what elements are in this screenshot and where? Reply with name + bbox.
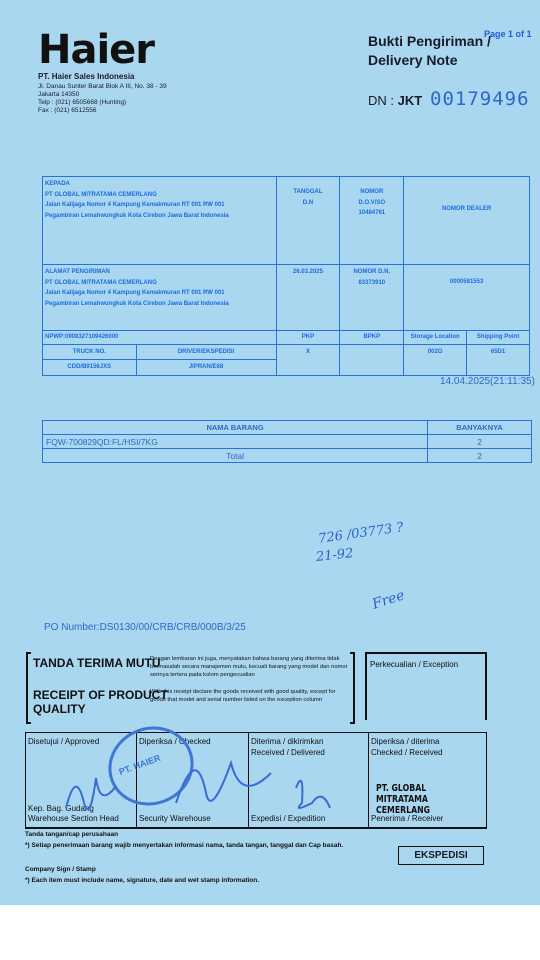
checked-role: Security Warehouse bbox=[139, 814, 211, 823]
dn-number: 00179496 bbox=[430, 88, 530, 110]
approved-role-2: Warehouse Section Head bbox=[28, 814, 119, 823]
bracket-left bbox=[26, 652, 31, 724]
total-qty: 2 bbox=[428, 449, 532, 463]
footer-note-en: *) Each item must include name, signature, date and wet stamp information. bbox=[25, 877, 260, 884]
company-name: PT. Haier Sales Indonesia bbox=[38, 72, 135, 81]
receipt-title-id: TANDA TERIMA MUTU bbox=[33, 656, 161, 670]
nomor-cell bbox=[340, 177, 404, 265]
dealer-number: 0000581553 bbox=[449, 279, 484, 285]
tanggal-cell bbox=[276, 177, 340, 265]
bpkp-label: BPKP bbox=[340, 331, 403, 345]
handwritten-note-1: 726 /03773 ? bbox=[317, 520, 405, 547]
col-banyaknya: BANYAKNYA bbox=[428, 421, 532, 435]
footer-sign-en: Company Sign / Stamp bbox=[25, 866, 96, 873]
pkp-cell bbox=[276, 331, 340, 376]
date-value-cell bbox=[276, 265, 340, 331]
receipt-title-en-2: QUALITY bbox=[33, 702, 86, 716]
haier-logo: Haier bbox=[38, 27, 155, 73]
bracket-right bbox=[350, 652, 355, 724]
alamat-address-2: Pegambiran Lemahwungkuk Kota Cirebon Jawa Barat Indonesia bbox=[45, 300, 229, 307]
shipping-cell bbox=[467, 331, 530, 376]
alamat-label: ALAMAT PENGIRIMAN bbox=[45, 269, 110, 275]
page-indicator: Page 1 of 1 bbox=[484, 29, 532, 39]
dn-prefix: DN : bbox=[368, 93, 394, 108]
kepada-address-2: Pegambiran Lemahwungkuk Kota Cirebon Jawa Barat Indonesia bbox=[45, 212, 229, 219]
nomor-sub: D.O.V/SO bbox=[358, 199, 386, 206]
total-label: Total bbox=[43, 449, 428, 463]
nomor-dn-cell bbox=[340, 265, 404, 331]
dn-date: 26.03.2025 bbox=[292, 269, 323, 275]
delivered-role: Expedisi / Expedition bbox=[251, 814, 326, 823]
exception-box bbox=[365, 652, 487, 720]
receipt-title-en-1: RECEIPT OF PRODUCT bbox=[33, 688, 168, 702]
nomor-dn-label: NOMOR D.N. bbox=[353, 269, 391, 275]
shipping-value: 65D1 bbox=[490, 348, 506, 355]
truck-number: CDD/B9156JXS bbox=[43, 360, 136, 375]
driver-label: DRIVER/EKSPEDISI bbox=[136, 345, 276, 360]
storage-cell bbox=[404, 331, 467, 376]
receiver-company-stamp: PT. GLOBAL MITRATAMA CEMERLANG bbox=[376, 783, 431, 816]
document-title bbox=[368, 32, 491, 70]
truck-label: TRUCK NO. bbox=[43, 345, 136, 360]
bpkp-cell bbox=[340, 331, 404, 376]
sig-divider-3 bbox=[368, 733, 369, 827]
title-line-1: Bukti Pengiriman / bbox=[368, 33, 491, 49]
approved-role-1: Kep. Bag. Gudang bbox=[28, 804, 94, 813]
pkp-label: PKP bbox=[277, 331, 340, 345]
driver-name: JIPRAN/E68 bbox=[188, 364, 224, 370]
fax-line: Fax : (021) 6512556 bbox=[38, 107, 97, 114]
receipt-desc-id: Dengan lembaran ini juga, menyatakan bahwa barang yang diterima tidak bermasalah secara manajemen mutu, kecuali barang yang model dan nomor serinya tertera pada kolom pengecualian bbox=[150, 656, 348, 678]
telp-line: Telp : (021) 6505668 (Hunting) bbox=[38, 99, 127, 106]
approved-label: Disetujui / Approved bbox=[28, 737, 100, 746]
exception-label: Perkecualian / Exception bbox=[370, 660, 459, 669]
alamat-cell bbox=[43, 265, 277, 331]
nomor-label: NOMOR bbox=[360, 189, 384, 195]
kepada-address-1: Jalan Kalijaga Nomor 4 Kampung Kemakmuran RT 001 RW 001 bbox=[45, 202, 225, 208]
storage-value: 002G bbox=[427, 348, 443, 355]
title-line-2: Delivery Note bbox=[368, 52, 458, 68]
alamat-address-1: Jalan Kalijaga Nomor 4 Kampung Kemakmuran RT 001 RW 001 bbox=[45, 290, 225, 296]
checked-label: Diperiksa / Checked bbox=[139, 737, 211, 746]
col-nama-barang: NAMA BARANG bbox=[43, 421, 428, 435]
nomor-dn-value: 83373910 bbox=[358, 279, 386, 286]
address-line-1: Jl. Danau Sunter Barat Blok A III, No. 38 - 39 bbox=[38, 83, 167, 90]
alamat-name: PT GLOBAL MITRATAMA CEMERLANG bbox=[45, 279, 157, 286]
printed-datetime: 14.04.2025(21:11:35) bbox=[440, 376, 535, 387]
receipt-title-en bbox=[33, 688, 168, 716]
footer-sign-id: Tanda tangan/cap perusahaan bbox=[25, 831, 119, 838]
kepada-label: KEPADA bbox=[45, 181, 70, 187]
dealer-value-cell bbox=[404, 265, 530, 331]
truck-table bbox=[43, 345, 276, 375]
received-role: Penerima / Receiver bbox=[371, 814, 444, 823]
signature-scribbles bbox=[46, 748, 346, 828]
kepada-name: PT GLOBAL MITRATAMA CEMERLANG bbox=[45, 191, 157, 198]
nomor-value: 10484761 bbox=[358, 210, 386, 216]
item-qty: 2 bbox=[428, 435, 532, 449]
received-label-2: Checked / Received bbox=[371, 748, 443, 757]
po-number: PO Number:DS0130/00/CRB/CRB/000B/3/25 bbox=[44, 622, 246, 633]
dealer-cell bbox=[404, 177, 530, 265]
received-label-1: Diperiksa / diterima bbox=[371, 737, 440, 746]
dealer-label: NOMOR DEALER bbox=[441, 206, 492, 212]
receipt-desc-en: With this receipt declare the goods received with good quality, except for goods that model and serial number listed on the exception column bbox=[150, 689, 336, 703]
handwritten-note-2: 21-92 bbox=[315, 546, 355, 565]
kepada-cell bbox=[43, 177, 277, 265]
handwritten-signature: Free bbox=[370, 587, 407, 613]
pkp-value: X bbox=[305, 348, 310, 355]
stamp-text: PT. HAIER bbox=[117, 752, 162, 777]
shipping-label: Shipping Point bbox=[467, 331, 529, 345]
tanggal-label: TANGGAL bbox=[293, 189, 323, 195]
npwp-value: NPWP:0908327109426000 bbox=[43, 331, 276, 345]
signature-box bbox=[25, 732, 487, 829]
delivered-label-2: Received / Delivered bbox=[251, 748, 325, 757]
footer-note-id: *) Setiap penerimaan barang wajib menyertakan informasi nama, tanda tangan, tanggal dan Cap basah. bbox=[25, 842, 344, 849]
delivered-label-1: Diterima / dikirimkan bbox=[251, 737, 324, 746]
copy-label-ekspedisi: EKSPEDISI bbox=[398, 846, 484, 865]
dn-label bbox=[368, 93, 422, 108]
items-table bbox=[42, 420, 532, 463]
npwp-cell bbox=[43, 331, 277, 376]
dn-branch: JKT bbox=[397, 93, 423, 108]
shipment-info-table bbox=[42, 176, 530, 376]
address-line-2: Jakarta 14350 bbox=[38, 91, 80, 98]
storage-label: Storage Location bbox=[404, 331, 466, 345]
total-row bbox=[43, 449, 532, 463]
table-row bbox=[43, 435, 532, 449]
tanggal-sub: D.N bbox=[302, 199, 314, 206]
item-name: FQW-700829QD:FL/HSI/7KG bbox=[43, 435, 428, 449]
company-address bbox=[38, 83, 167, 115]
